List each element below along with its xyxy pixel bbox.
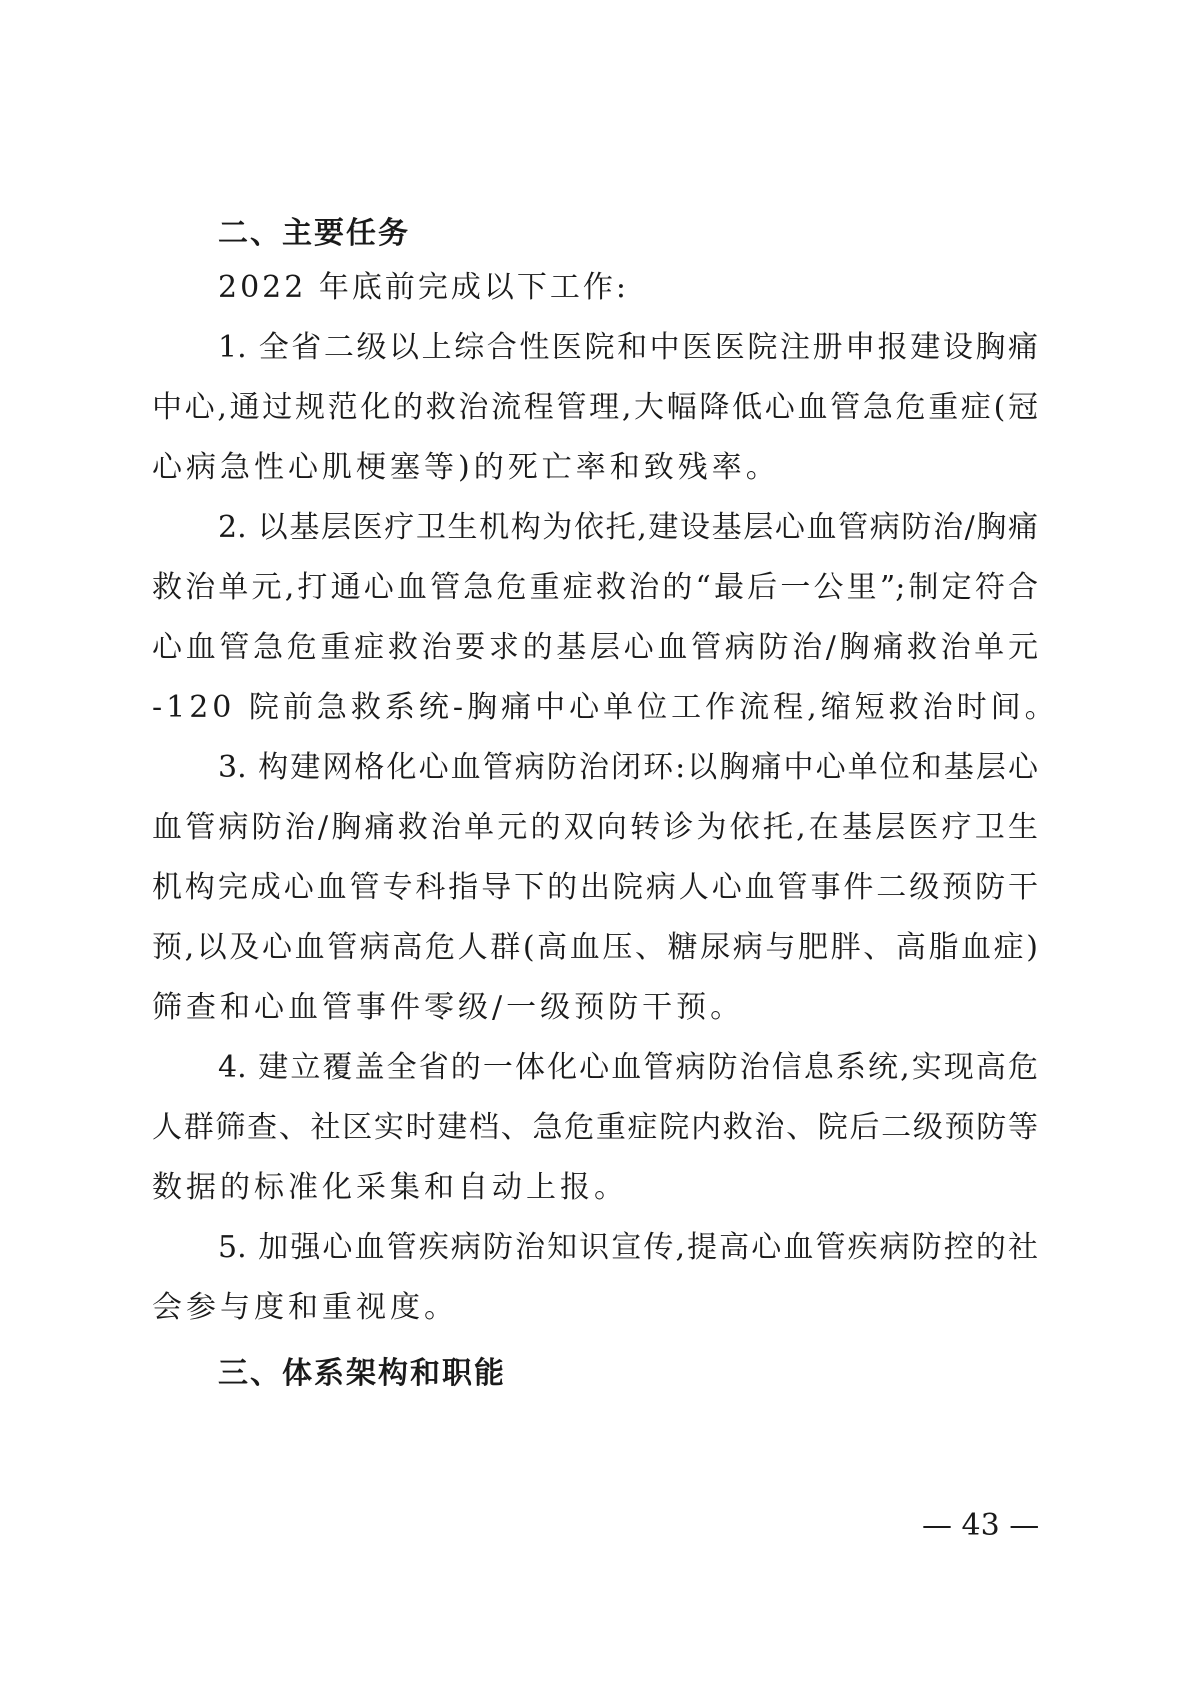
item-4-line-2: 人群筛查、社区实时建档、急危重症院内救治、院后二级预防等: [152, 1110, 1038, 1145]
item-5-line-2: 会参与度和重视度。: [152, 1290, 458, 1325]
item-2-line-1: 2. 以基层医疗卫生机构为依托,建设基层心血管病防治/胸痛: [218, 510, 1038, 545]
item-4-line-1: 4. 建立覆盖全省的一体化心血管病防治信息系统,实现高危: [218, 1050, 1038, 1085]
page-number: — 43 —: [922, 1508, 1040, 1543]
item-2-line-2: 救治单元,打通心血管急危重症救治的“最后一公里”;制定符合: [152, 570, 1038, 605]
item-2-line-3: 心血管急危重症救治要求的基层心血管病防治/胸痛救治单元: [152, 630, 1038, 665]
item-3-line-2: 血管病防治/胸痛救治单元的双向转诊为依托,在基层医疗卫生: [152, 810, 1038, 845]
item-5-line-1: 5. 加强心血管疾病防治知识宣传,提高心血管疾病防控的社: [218, 1230, 1038, 1265]
item-1-line-3: 心病急性心肌梗塞等)的死亡率和致残率。: [152, 450, 780, 485]
item-3-line-1: 3. 构建网格化心血管病防治闭环:以胸痛中心单位和基层心: [218, 750, 1038, 785]
section-heading-structure-functions: 三、体系架构和职能: [218, 1356, 506, 1391]
item-2-line-4: -120 院前急救系统-胸痛中心单位工作流程,缩短救治时间。: [152, 690, 1059, 725]
item-1-line-2: 中心,通过规范化的救治流程管理,大幅降低心血管急危重症(冠: [152, 390, 1038, 425]
section-heading-main-tasks: 二、主要任务: [218, 216, 410, 251]
item-3-line-4: 预,以及心血管病高危人群(高血压、糖尿病与肥胖、高脂血症): [152, 930, 1038, 965]
item-3-line-5: 筛查和心血管事件零级/一级预防干预。: [152, 990, 745, 1025]
intro-line: 2022 年底前完成以下工作:: [218, 270, 629, 305]
item-3-line-3: 机构完成心血管专科指导下的出院病人心血管事件二级预防干: [152, 870, 1038, 905]
item-1-line-1: 1. 全省二级以上综合性医院和中医医院注册申报建设胸痛: [218, 330, 1038, 365]
item-4-line-3: 数据的标准化采集和自动上报。: [152, 1170, 628, 1205]
